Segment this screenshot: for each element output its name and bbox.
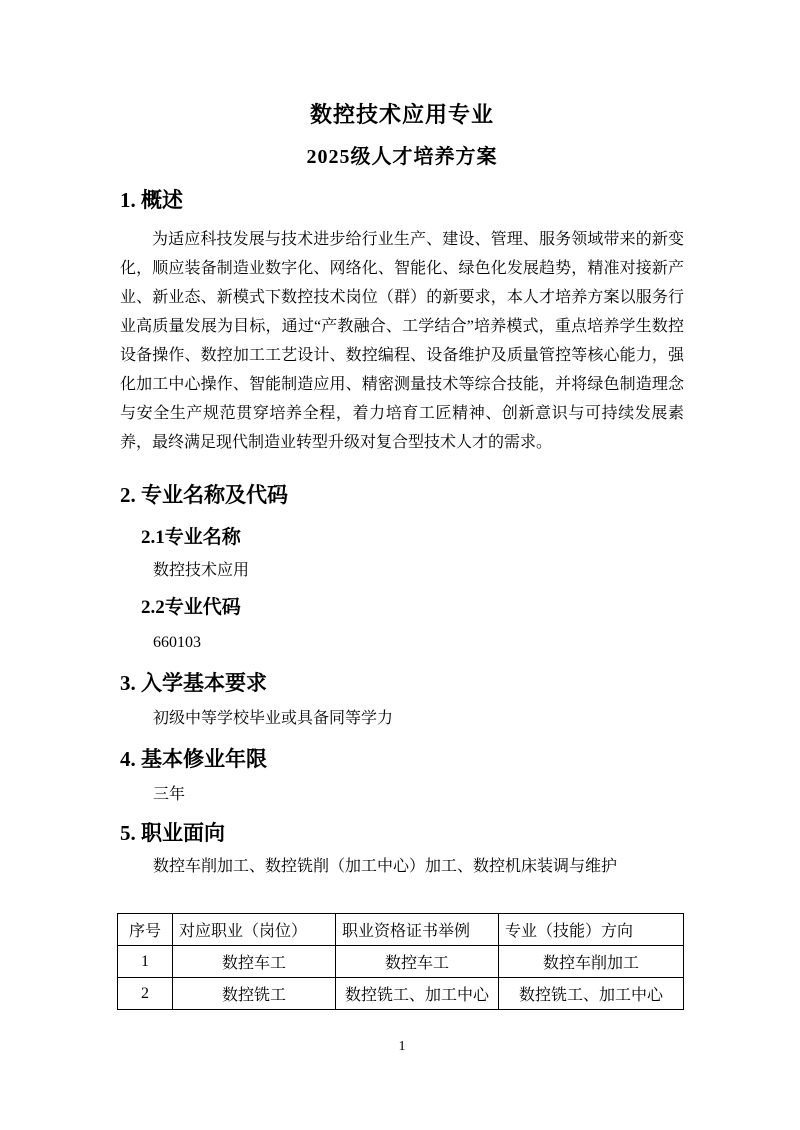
table-cell: 1 <box>118 946 173 978</box>
section-heading-name-and-code: 2. 专业名称及代码 <box>120 483 288 507</box>
section-heading-career-orientation: 5. 职业面向 <box>120 821 225 845</box>
section-heading-entry-requirements: 3. 入学基本要求 <box>120 671 267 695</box>
table-cell: 数控铣工 <box>173 978 336 1010</box>
table-header-cell: 专业（技能）方向 <box>499 914 684 946</box>
major-name-text: 数控技术应用 <box>153 562 250 579</box>
table-cell: 2 <box>118 978 173 1010</box>
section-heading-overview: 1. 概述 <box>120 188 183 212</box>
career-orientation-text: 数控车削加工、数控铣削（加工中心）加工、数控机床装调与维护 <box>153 858 618 875</box>
major-code-text: 660103 <box>153 634 201 651</box>
table-header-cell: 序号 <box>118 914 173 946</box>
table-row <box>118 978 684 1010</box>
table-row <box>118 946 684 978</box>
table-header-cell: 对应职业（岗位） <box>173 914 336 946</box>
table-cell: 数控车工 <box>336 946 499 978</box>
subsection-heading-major-code: 2.2专业代码 <box>141 597 241 618</box>
career-orientation-table <box>117 913 684 1010</box>
table-cell: 数控铣工、加工中心 <box>499 978 684 1010</box>
subsection-heading-major-name: 2.1专业名称 <box>141 527 241 548</box>
table-cell: 数控铣工、加工中心 <box>336 978 499 1010</box>
table-cell: 数控车削加工 <box>499 946 684 978</box>
document-title: 数控技术应用专业 <box>309 102 494 127</box>
study-duration-text: 三年 <box>153 786 186 803</box>
table-header-row <box>118 914 684 946</box>
page-number: 1 <box>398 1039 406 1054</box>
overview-paragraph: 为适应科技发展与技术进步给行业生产、建设、管理、服务领域带来的新变化，顺应装备制造业数字化、网络化、智能化、绿色化发展趋势，精准对接新产业、新业态、新模式下数控技术岗位（群）的新要求，本人才培养方案以服务行业高质量发展为目标，通过“产教融合、工学结合”培养模式，重点培养学生数控设备操作、数控加工工艺设计、数控编程、设备维护及质量管控等核心能力，强化加工中心操作、智能制造应用、精密测量技术等综合技能，并将绿色制造理念与安全生产规范贯穿培养全程，着力培育工匠精神、创新意识与可持续发展素养，最终满足现代制造业转型升级对复合型技术人才的需求。 <box>120 231 684 451</box>
section-heading-study-duration: 4. 基本修业年限 <box>120 747 267 771</box>
entry-requirements-text: 初级中等学校毕业或具备同等学力 <box>153 710 394 727</box>
table-header-cell: 职业资格证书举例 <box>336 914 499 946</box>
table-cell: 数控车工 <box>173 946 336 978</box>
document-subtitle: 2025级人才培养方案 <box>306 146 498 168</box>
